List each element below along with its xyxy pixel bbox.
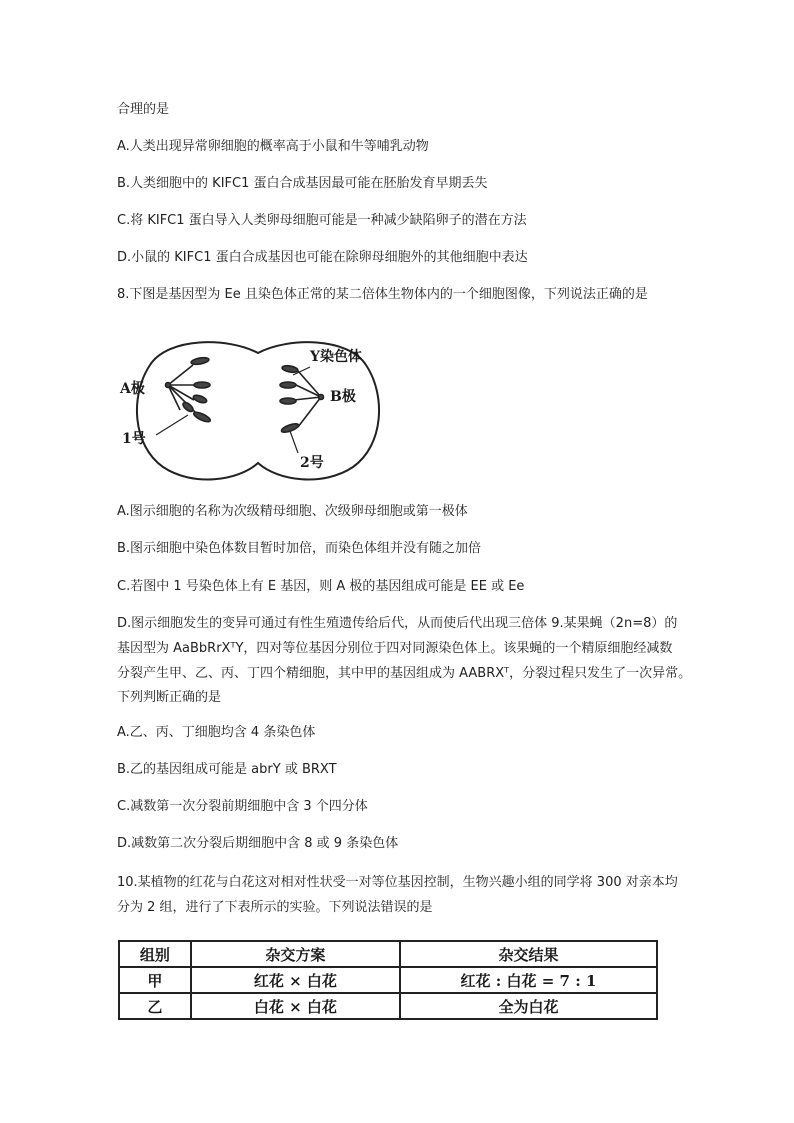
q8-option-d: D.图示细胞发生的变异可通过有性生殖遗传给后代，从而使后代出现三倍体 9.某果蝇（2n=8）的 [117, 616, 678, 631]
q8-option-c: C.若图中 1 号染色体上有 E 基因，则 A 极的基因组成可能是 EE 或 Ee [117, 579, 525, 594]
table-row [119, 993, 657, 1019]
q8-option-b: B.图示细胞中染色体数目暂时加倍，而染色体组并没有随之加倍 [117, 541, 482, 556]
cell-division-figure [118, 335, 398, 485]
header-scheme: 杂交方案 [191, 941, 400, 967]
table-cell: 甲 [119, 967, 191, 993]
text-line: 合理的是 [117, 102, 170, 117]
option-c: C.将 KIFC1 蛋白导入人类卵母细胞可能是一种减少缺陷卵子的潜在方法 [117, 213, 527, 228]
chromosome-2-pointer [290, 431, 298, 453]
header-result: 杂交结果 [400, 941, 657, 967]
chromosome-1-label: 1号 [122, 431, 146, 447]
question-9-stem: 下列判断正确的是 [117, 690, 222, 705]
a-pole-chromosomes [166, 356, 212, 423]
option-a: A.人类出现异常卵细胞的概率高于小鼠和牛等哺乳动物 [117, 139, 429, 154]
cross-experiment-table [118, 940, 658, 1020]
a-pole-label: A极 [120, 381, 145, 397]
q9-option-d: D.减数第二次分裂后期细胞中含 8 或 9 条染色体 [117, 836, 399, 851]
table-cell: 红花 × 白花 [191, 967, 400, 993]
table-cell: 乙 [119, 993, 191, 1019]
question-9-stem: 分裂产生甲、乙、丙、丁四个精细胞，其中甲的基因组成为 AABRXᵀ，分裂过程只发生了一次异常。 [117, 666, 692, 681]
q9-option-a: A.乙、丙、丁细胞均含 4 条染色体 [117, 725, 316, 740]
chromosome-2-label: 2号 [300, 455, 324, 471]
table-row [119, 967, 657, 993]
y-chromosome-label: Y染色体 [310, 349, 362, 365]
header-group: 组别 [119, 941, 191, 967]
table-header-row [119, 941, 657, 967]
b-pole-chromosomes [280, 365, 324, 434]
table-cell: 白花 × 白花 [191, 993, 400, 1019]
option-d: D.小鼠的 KIFC1 蛋白合成基因也可能在除卵母细胞外的其他细胞中表达 [117, 250, 528, 265]
question-10-stem: 10.某植物的红花与白花这对相对性状受一对等位基因控制，生物兴趣小组的同学将 300 对亲本均 [117, 875, 678, 890]
b-pole-label: B极 [330, 389, 356, 405]
q9-option-c: C.减数第一次分裂前期细胞中含 3 个四分体 [117, 799, 368, 814]
q8-option-a: A.图示细胞的名称为次级精母细胞、次级卵母细胞或第一极体 [117, 504, 468, 519]
table-cell: 全为白花 [400, 993, 657, 1019]
question-10-stem: 分为 2 组，进行了下表所示的实验。下列说法错误的是 [117, 900, 433, 915]
question-8-stem: 8.下图是基因型为 Ee 且染色体正常的某二倍体生物体内的一个细胞图像，下列说法正确的是 [117, 287, 648, 302]
chromosome-1-pointer [156, 415, 188, 435]
question-9-stem: 基因型为 AaBbRrXᵀY，四对等位基因分别位于四对同源染色体上。该果蝇的一个精原细胞经减数 [117, 641, 673, 656]
table-cell: 红花 : 白花 = 7 : 1 [400, 967, 657, 993]
q9-option-b: B.乙的基因组成可能是 abrY 或 BRXT [117, 762, 337, 777]
cell-diagram [118, 335, 398, 485]
option-b: B.人类细胞中的 KIFC1 蛋白合成基因最可能在胚胎发育早期丢失 [117, 176, 488, 191]
